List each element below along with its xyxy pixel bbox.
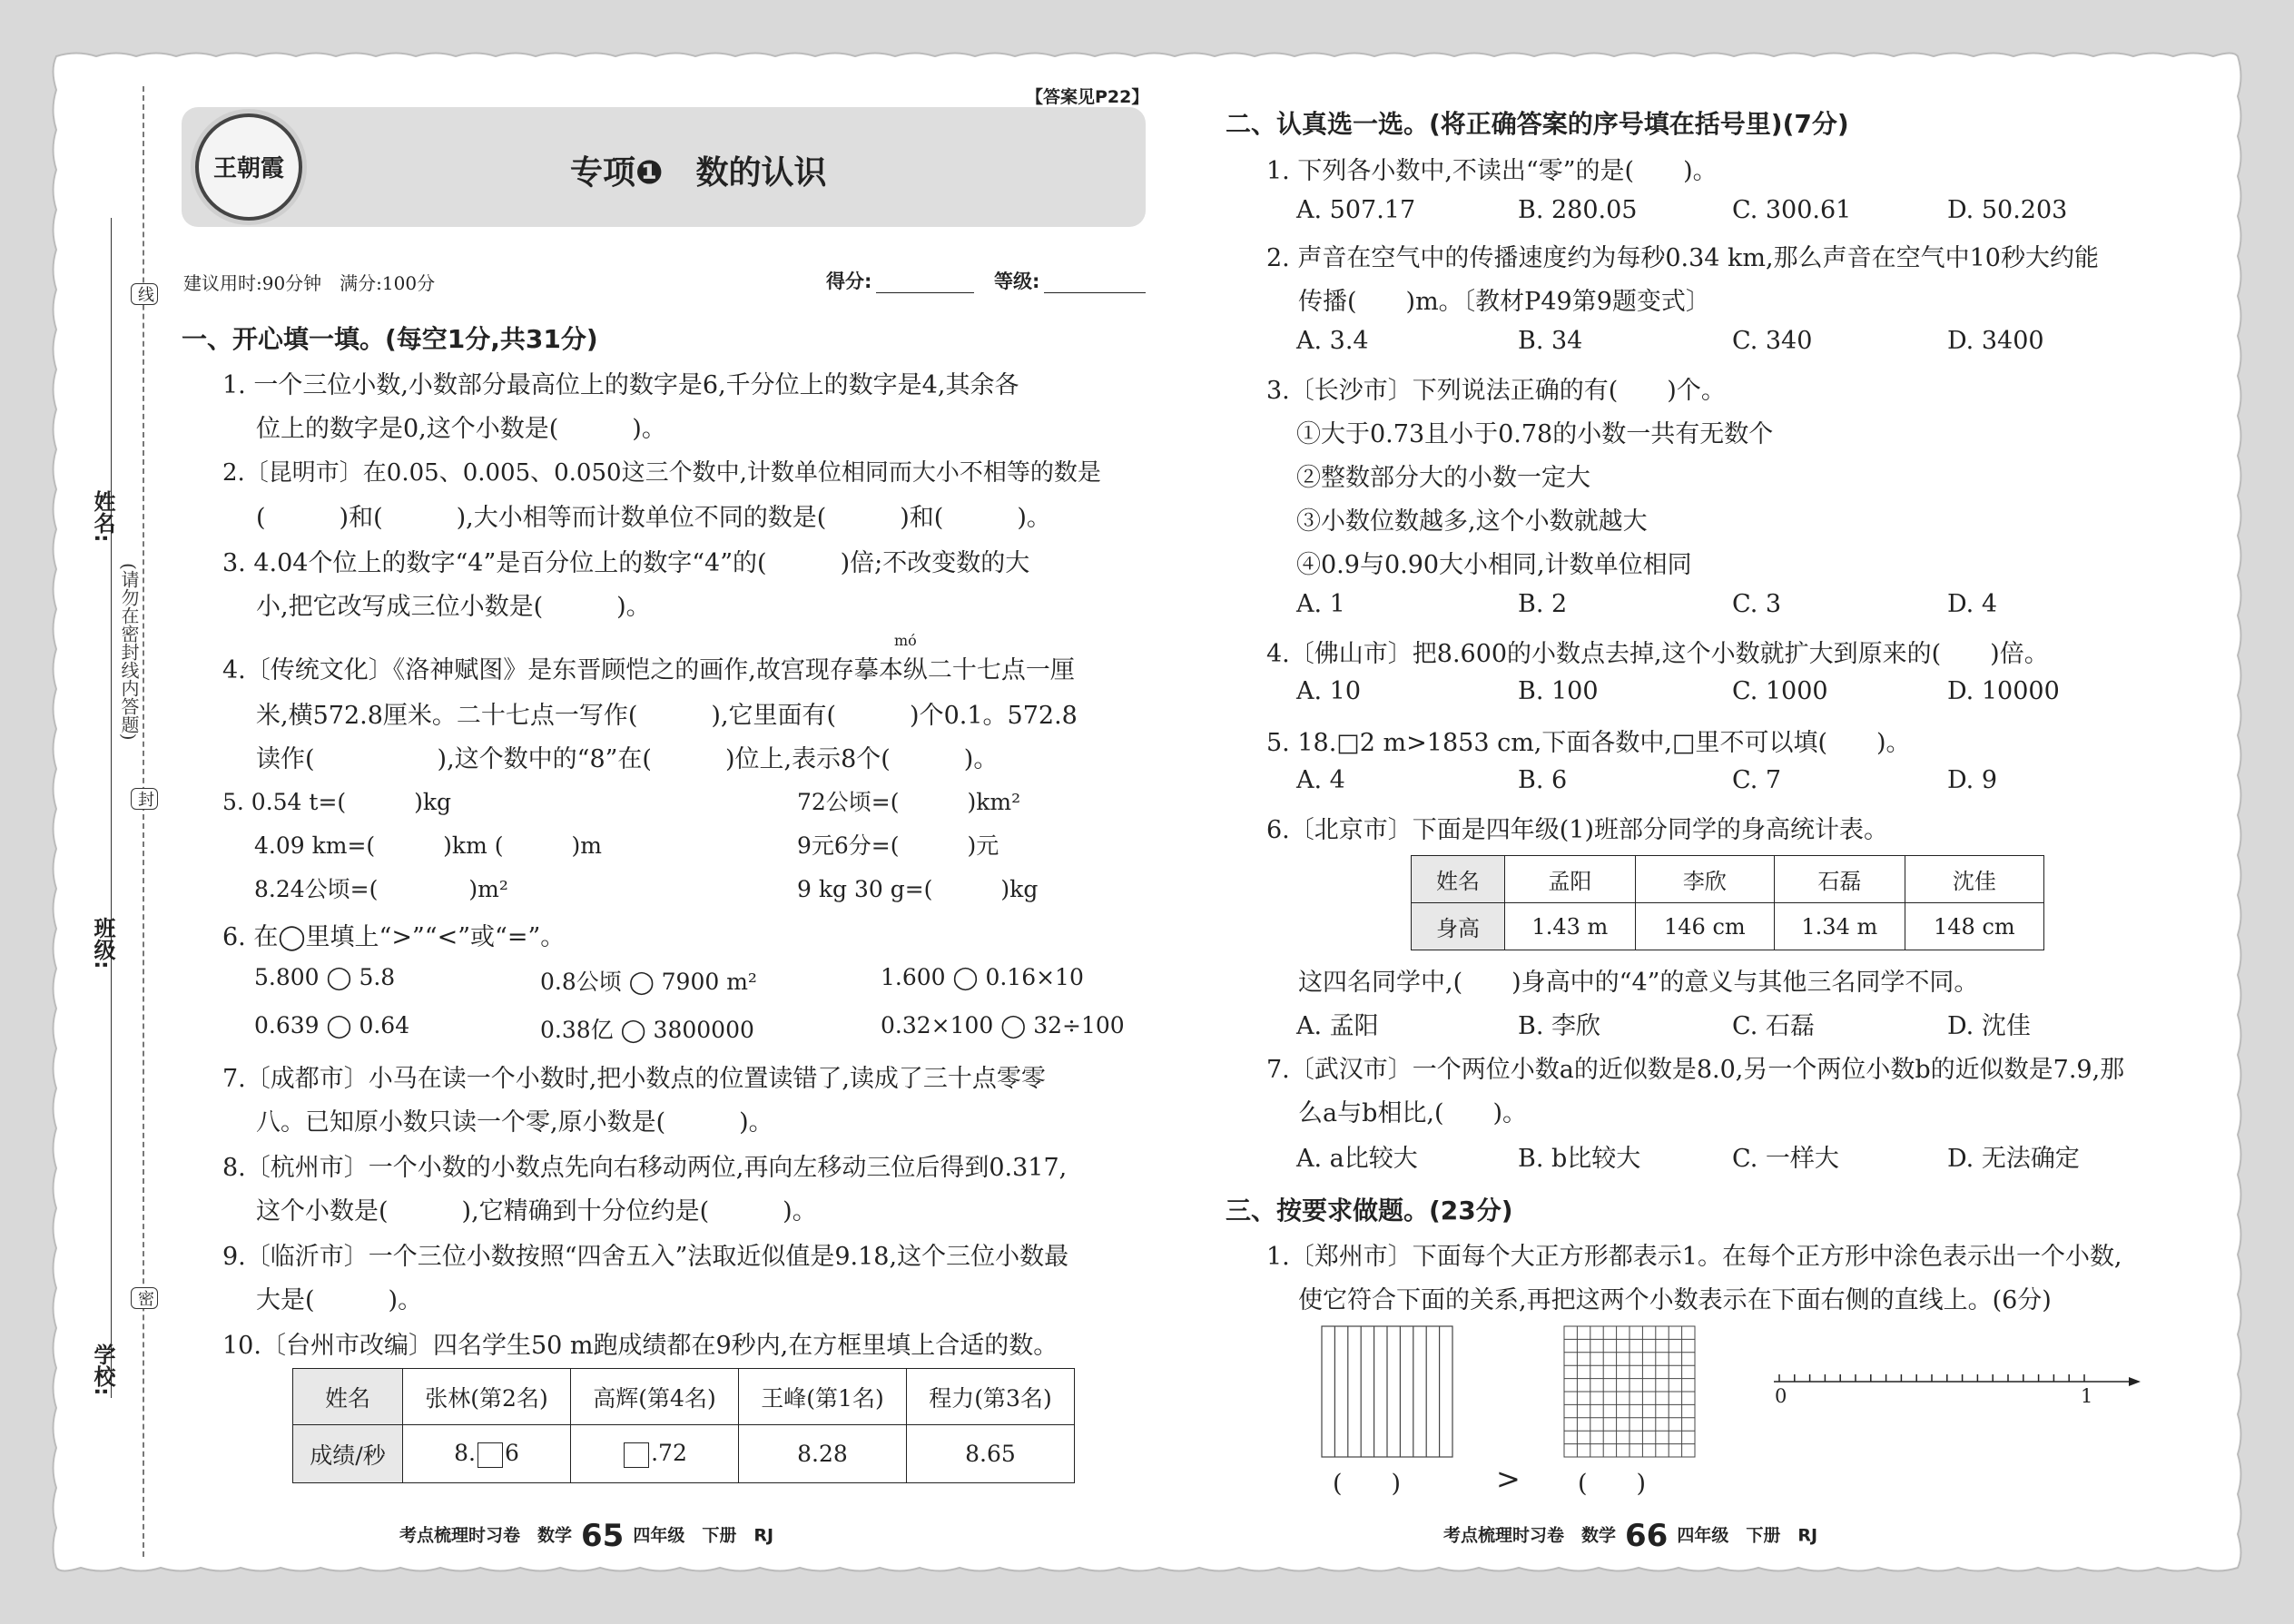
table-header-cell: 张林(第2名) <box>403 1369 571 1425</box>
s2-q3-opt-a: A. 1 <box>1296 590 1345 618</box>
table-header-cell: 沈佳 <box>1905 856 2043 903</box>
table-header-cell: 高辉(第4名) <box>571 1369 739 1425</box>
q5-item-4: 9元6分=( )元 <box>797 832 999 859</box>
s2-q5-opt-a: A. 4 <box>1296 766 1345 794</box>
s3-q1-line1: 1.〔郑州市〕下面每个大正方形都表示1。在每个正方形中涂色表示出一个小数, <box>1266 1243 2122 1271</box>
table-cell: 148 cm <box>1905 903 2043 950</box>
table-header-cell: 姓名 <box>1412 856 1505 903</box>
table-row-label: 身高 <box>1412 903 1505 950</box>
q6-item-2: 0.8公顷 ◯ 7900 m² <box>540 969 757 995</box>
s2-q7-opt-a: A. a比较大 <box>1296 1145 1418 1173</box>
s2-q3-item-1: ①大于0.73且小于0.78的小数一共有无数个 <box>1296 420 1774 448</box>
s1-line-4: ( )和( ),大小相等而计数单位不同的数是( )和( )。 <box>256 504 1051 532</box>
s2-q3-opt-c: C. 3 <box>1732 590 1782 618</box>
s2-q4-opt-c: C. 1000 <box>1732 677 1828 705</box>
footer-right: 考点梳理时习卷 数学 66 四年级 下册 RJ <box>1443 1518 1818 1554</box>
binding-solid-line <box>111 218 112 1398</box>
score-blank <box>876 292 974 293</box>
q5-item-1: 5. 0.54 t=( )kg <box>222 789 452 815</box>
s1-line-7: 4.〔传统文化〕《洛神赋图》是东晋顾恺之的画作,故宫现存摹本纵二十七点一厘 <box>222 656 1075 684</box>
s2-q7-line2: 么a与b相比,( )。 <box>1298 1099 1528 1127</box>
s2-q6-text: 这四名同学中,( )身高中的“4”的意义与其他三名同学不同。 <box>1298 969 1979 997</box>
q6-item-1: 5.800 ◯ 5.8 <box>254 964 396 990</box>
page-number-right: 66 <box>1625 1518 1669 1554</box>
table-cell: 1.34 m <box>1774 903 1905 950</box>
page-number-left: 65 <box>581 1518 625 1554</box>
greater-than-sign: > <box>1496 1462 1521 1496</box>
s2-q7-line1: 7.〔武汉市〕一个两位小数a的近似数是8.0,另一个两位小数b的近似数是7.9,那 <box>1266 1056 2125 1084</box>
answer-box[interactable] <box>624 1442 649 1468</box>
s1-q10: 10.〔台州市改编〕四名学生50 m跑成绩都在9秒内,在方框里填上合适的数。 <box>222 1332 1058 1360</box>
s2-q1: 1. 下列各小数中,不读出“零”的是( )。 <box>1266 157 1718 185</box>
s1-q8-line2: 这个小数是( ),它精确到十分位约是( )。 <box>256 1197 817 1225</box>
section2-title: 二、认真选一选。(将正确答案的序号填在括号里)(7分) <box>1226 109 1849 139</box>
s2-q2-line1: 2. 声音在空气中的传播速度约为每秒0.34 km,那么声音在空气中10秒大约能 <box>1266 244 2099 272</box>
height-table <box>1411 855 2044 950</box>
paren-left: ( ) <box>1333 1470 1402 1498</box>
s2-q4-opt-d: D. 10000 <box>1947 677 2060 705</box>
binding-mark-feng: 封 <box>131 788 158 810</box>
school-label: 学校: <box>90 1343 115 1396</box>
hundredths-square[interactable] <box>1563 1325 1696 1458</box>
q6-item-5: 0.38亿 ◯ 3800000 <box>540 1017 754 1043</box>
s2-q5-opt-b: B. 6 <box>1518 766 1568 794</box>
s2-q3-item-4: ④0.9与0.90大小相同,计数单位相同 <box>1296 551 1692 579</box>
s1-line-6: 小,把它改写成三位小数是( )。 <box>256 593 651 621</box>
q5-item-3: 4.09 km=( )km ( )m <box>254 832 602 859</box>
s1-q7-line1: 7.〔成都市〕小马在读一个小数时,把小数点的位置读错了,读成了三十点零零 <box>222 1065 1046 1093</box>
s2-q2-opt-b: B. 34 <box>1518 327 1583 355</box>
class-label: 班级: <box>90 917 115 969</box>
s1-q7-line2: 八。已知原小数只读一个零,原小数是( )。 <box>256 1108 773 1137</box>
s1-line-3: 2.〔昆明市〕在0.05、0.005、0.050这三个数中,计数单位相同而大小不相等的数是 <box>222 459 1101 487</box>
section1-title: 一、开心填一填。(每空1分,共31分) <box>182 324 598 354</box>
s2-q6-opt-d: D. 沈佳 <box>1947 1012 2031 1040</box>
answer-reference: 【答案见P22】 <box>1026 87 1149 107</box>
binding-mark-xian: 线 <box>131 283 158 305</box>
table-row-label: 成绩/秒 <box>293 1425 403 1483</box>
s2-q4-opt-a: A. 10 <box>1296 677 1362 705</box>
table-cell: 146 cm <box>1635 903 1774 950</box>
s3-q1-line2: 使它符合下面的关系,再把这两个小数表示在下面右侧的直线上。(6分) <box>1298 1286 2052 1314</box>
s2-q1-opt-a: A. 507.17 <box>1296 196 1416 224</box>
s2-q1-opt-d: D. 50.203 <box>1947 196 2068 224</box>
s2-q2-opt-a: A. 3.4 <box>1296 327 1369 355</box>
page-title: 专项❶ 数的认识 <box>570 154 827 192</box>
q6-item-4: 0.639 ◯ 0.64 <box>254 1012 410 1038</box>
s2-q5-opt-d: D. 9 <box>1947 766 1998 794</box>
s1-q9-line2: 大是( )。 <box>256 1286 423 1314</box>
q5-item-2: 72公顷=( )km² <box>797 789 1021 815</box>
s2-q3-opt-d: D. 4 <box>1947 590 1998 618</box>
name-label: 姓名: <box>90 490 115 543</box>
s2-q1-opt-b: B. 280.05 <box>1518 196 1638 224</box>
s2-q6-opt-b: B. 李欣 <box>1518 1012 1601 1040</box>
table-cell: 8.65 <box>907 1425 1075 1483</box>
s2-q3-item-2: ②整数部分大的小数一定大 <box>1296 464 1590 492</box>
table-cell: 8.28 <box>739 1425 907 1483</box>
footer-left: 考点梳理时习卷 数学 65 四年级 下册 RJ <box>399 1518 774 1554</box>
ruby-mo: mó <box>894 632 917 649</box>
q6-item-3: 1.600 ◯ 0.16×10 <box>881 964 1084 990</box>
score-label: 得分: <box>826 271 872 292</box>
section3-title: 三、按要求做题。(23分) <box>1226 1196 1513 1225</box>
binding-dash-line <box>143 86 144 1557</box>
s2-q6-opt-c: C. 石磊 <box>1732 1012 1815 1040</box>
table-header-cell: 石磊 <box>1774 856 1905 903</box>
s2-q7-opt-d: D. 无法确定 <box>1947 1145 2080 1173</box>
s2-q6: 6.〔北京市〕下面是四年级(1)班部分同学的身高统计表。 <box>1266 816 1889 844</box>
grade-label: 等级: <box>994 271 1040 292</box>
run-score-table <box>292 1368 1075 1483</box>
table-cell: 1.43 m <box>1505 903 1636 950</box>
q6-title: 6. 在◯里填上“>”“<”或“=”。 <box>222 923 566 951</box>
s1-line-9: 读作( ),这个数中的“8”在( )位上,表示8个( )。 <box>256 745 999 773</box>
s2-q2-line2: 传播( )m。〔教材P49第9题变式〕 <box>1298 288 1710 316</box>
s1-line-5: 3. 4.04个位上的数字“4”是百分位上的数字“4”的( )倍;不改变数的大 <box>222 549 1030 577</box>
s2-q7-opt-b: B. b比较大 <box>1518 1145 1641 1173</box>
grade-blank <box>1044 292 1146 293</box>
s1-q8-line1: 8.〔杭州市〕一个小数的小数点先向右移动两位,再向左移动三位后得到0.317, <box>222 1154 1068 1182</box>
answer-box[interactable] <box>478 1442 503 1468</box>
s1-q9-line1: 9.〔临沂市〕一个三位小数按照“四舍五入”法取近似值是9.18,这个三位小数最 <box>222 1243 1069 1271</box>
s2-q5: 5. 18.□2 m>1853 cm,下面各数中,□里不可以填( )。 <box>1266 729 1911 757</box>
s2-q4-opt-b: B. 100 <box>1518 677 1599 705</box>
axis-label-zero: 0 <box>1775 1385 1787 1407</box>
binding-mark-mi: 密 <box>131 1287 158 1309</box>
logo-seal <box>195 113 302 221</box>
q6-item-6: 0.32×100 ◯ 32÷100 <box>881 1012 1125 1038</box>
table-header-cell: 李欣 <box>1635 856 1774 903</box>
s2-q3-opt-b: B. 2 <box>1518 590 1568 618</box>
s2-q2-opt-d: D. 3400 <box>1947 327 2044 355</box>
binding-note: (请勿在密封线内答题) <box>118 563 140 741</box>
logo-text: 王朝霞 <box>212 155 284 182</box>
s1-line-8: 米,横572.8厘米。二十七点一写作( ),它里面有( )个0.1。572.8 <box>256 702 1078 730</box>
table-cell: .72 <box>571 1425 739 1483</box>
s2-q4: 4.〔佛山市〕把8.600的小数点去掉,这个小数就扩大到原来的( )倍。 <box>1266 640 2049 668</box>
s2-q5-opt-c: C. 7 <box>1732 766 1782 794</box>
s1-line-1: 1. 一个三位小数,小数部分最高位上的数字是6,千分位上的数字是4,其余各 <box>222 371 1019 399</box>
paren-right: ( ) <box>1578 1470 1647 1498</box>
s2-q3: 3.〔长沙市〕下列说法正确的有( )个。 <box>1266 377 1726 405</box>
s1-line-2: 位上的数字是0,这个小数是( )。 <box>256 415 666 443</box>
s2-q2-opt-c: C. 340 <box>1732 327 1813 355</box>
s2-q7-opt-c: C. 一样大 <box>1732 1145 1839 1173</box>
q5-item-5: 8.24公顷=( )m² <box>254 876 508 902</box>
table-header-cell: 程力(第3名) <box>907 1369 1075 1425</box>
table-header-cell: 孟阳 <box>1505 856 1636 903</box>
table-cell: 8. 6 <box>403 1425 571 1483</box>
s2-q6-opt-a: A. 孟阳 <box>1296 1012 1379 1040</box>
s2-q3-item-3: ③小数位数越多,这个小数就越大 <box>1296 507 1648 536</box>
table-header-cell: 姓名 <box>293 1369 403 1425</box>
q5-item-6: 9 kg 30 g=( )kg <box>797 876 1039 902</box>
tenths-square[interactable] <box>1321 1325 1453 1458</box>
axis-label-one: 1 <box>2081 1385 2093 1407</box>
s2-q1-opt-c: C. 300.61 <box>1732 196 1852 224</box>
time-score-info: 建议用时:90分钟 满分:100分 <box>183 272 436 294</box>
table-header-cell: 王峰(第1名) <box>739 1369 907 1425</box>
